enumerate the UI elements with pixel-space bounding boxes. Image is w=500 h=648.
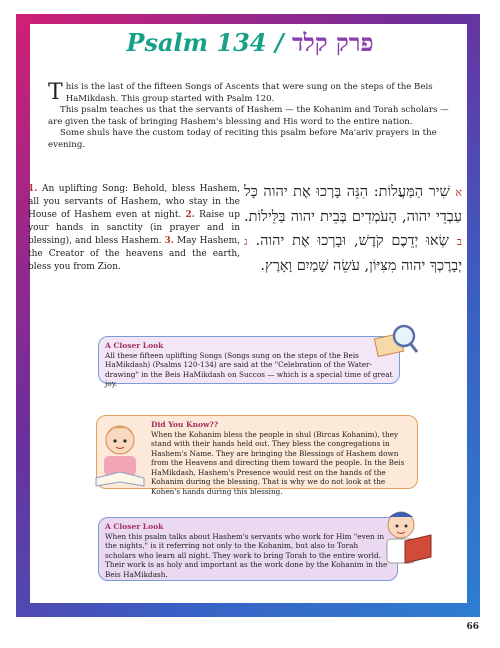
box-text: When this psalm talks about Hashem's servants who work for Him "even in the nights," is it referring not only to the Kohanim, but also to Torah scholars who learn all night. They work to bring Torah to the entire world. Their work is as holy and important as the work done by the Kohanim in the Beis HaMikdash. <box>105 531 388 579</box>
verse-text: Raise up your hands in sanctity (in prayer and in blessing), and bless Hashem. <box>28 210 240 246</box>
verse-text: An uplifting Song: Behold, bless Hashem, all you servants of Hashem, who stay in the House of Hashem even at night. <box>28 184 240 220</box>
page-title <box>0 28 500 58</box>
english-translation <box>28 183 240 274</box>
intro-paragraphs <box>48 82 458 151</box>
drop-cap: T <box>48 80 63 105</box>
hebrew-psalm-text <box>244 180 462 278</box>
closer-look-box-2 <box>98 517 398 581</box>
hebrew-verse-number: ג <box>244 235 248 248</box>
intro-paragraph-1 <box>48 82 458 105</box>
box-text: When the Kohanim bless the people in shul (Bircas Kohanim), they stand with their hands held out. They bless the congregations in Hashem's Name. They are bringing the Blessings of Hashem down from the Heavens and directing them toward the people. In the Beis HaMikdash, Hashem's Presence would rest on the hands of the Kohanim during the blessing. That is why we do not look at the Kohen's hands during this blessing. <box>151 429 405 496</box>
hebrew-verse-number: ב <box>456 235 462 248</box>
verse-text: May Hashem, the Creator of the heavens and the earth, bless you from Zion. <box>28 236 240 272</box>
box-label: A Closer Look <box>105 341 164 350</box>
verse-number: 2. <box>185 210 195 220</box>
verse-number: 3. <box>164 236 174 246</box>
verse-number: 1. <box>28 184 38 194</box>
title-hebrew: פרק קלד <box>291 28 374 57</box>
magnifying-glass-icon <box>372 322 420 362</box>
hebrew-verse: שִׁיר הַמַּעֲלוֹת: הִנֵּה בָּרְכוּ אֶת יהוה כָּל עַבְדֵי יהוה, הָעֹמְדִים בְּבֵית יהוה בַּלֵּילוֹת. <box>244 184 462 225</box>
closer-look-box-1 <box>98 336 400 388</box>
girl-reading-illustration <box>90 420 150 490</box>
box-label: A Closer Look <box>105 522 164 531</box>
box-text: All these fifteen uplifting Songs (Songs sung on the steps of the Beis HaMikdash) (Psalms 120-134) are said at the "Celebration of the Water-drawing" in the Beis HaMikdash on Succos — which is a special time of great joy. <box>105 350 393 388</box>
title-english: Psalm 134 / <box>126 28 284 57</box>
intro-paragraph-2: This psalm teaches us that the servants of Hashem — the Kohanim and Torah scholars — are given the task of bringing Hashem's blessing and His word to the entire nation. <box>48 105 449 127</box>
hebrew-verse-number: א <box>455 186 462 199</box>
box-label: Did You Know?? <box>151 420 219 429</box>
page-number: 66 <box>466 622 479 632</box>
hebrew-verse: יְבָרֶכְךָ יהוה מִצִּיּוֹן, עֹשֵׂה שָׁמַיִם וָאָרֶץ. <box>260 258 462 274</box>
boy-reading-illustration <box>375 505 435 577</box>
intro-text-1: his is the last of the fifteen Songs of Ascents that were sung on the steps of the Beis HaMikdash. This group started with Psalm 120. <box>65 82 433 104</box>
intro-paragraph-3: Some shuls have the custom today of reciting this psalm before Ma'ariv prayers in the evening. <box>48 128 437 150</box>
hebrew-verse: שְׂאוּ יְדֵכֶם קֹדֶשׁ, וּבָרְכוּ אֶת יהוה. <box>255 233 449 249</box>
